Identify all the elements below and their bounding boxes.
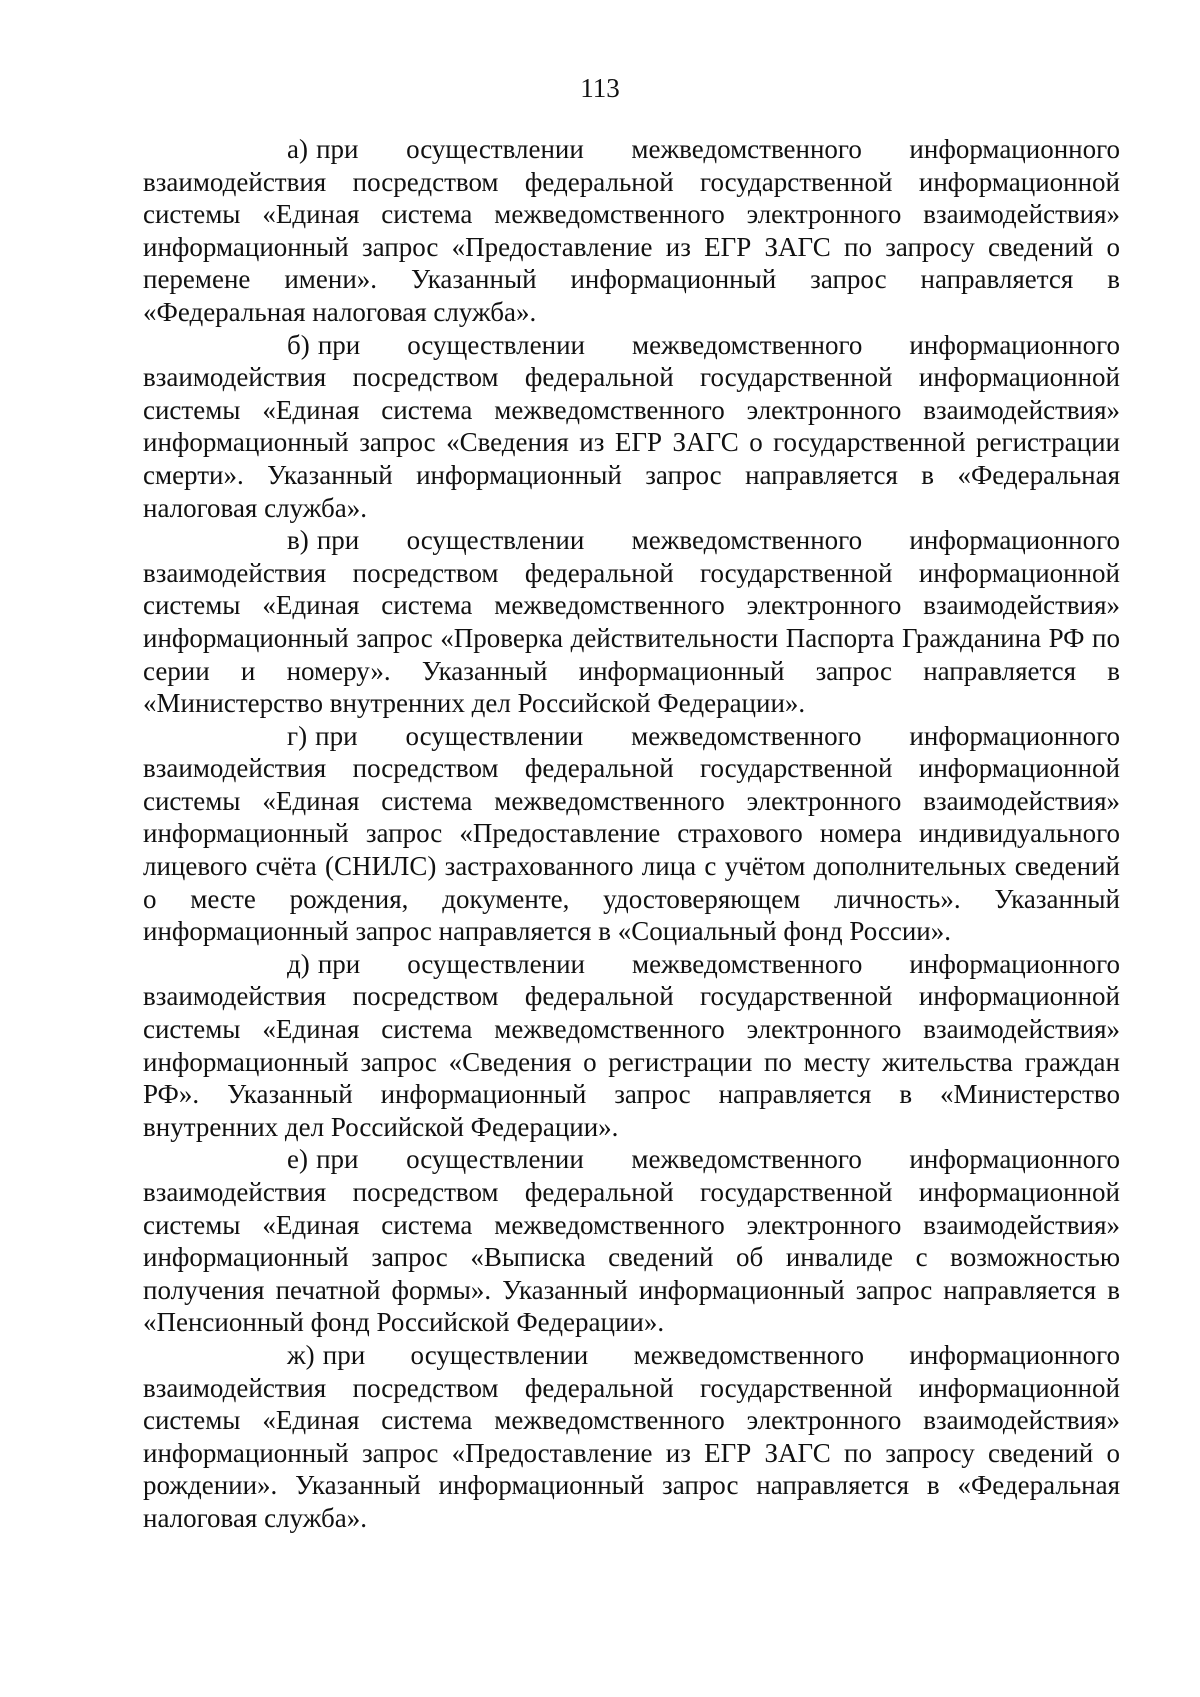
paragraph-label: б) — [287, 329, 310, 360]
paragraph-label: е) — [287, 1144, 308, 1175]
paragraph-d — [143, 948, 1120, 1144]
paragraph-text: при осуществлении межведомственного информационного взаимодействия посредством федеральной государственной информационной системы «Единая система межведомственного электронного взаимодействия» информационный запрос «Предоставление из ЕГР ЗАГС по запросу сведений о рождении». Указанный информационный запрос направляется в «Федеральная налоговая служба». — [143, 1339, 1120, 1533]
paragraph-text: при осуществлении межведомственного информационного взаимодействия посредством федеральной государственной информационной системы «Единая система межведомственного электронного взаимодействия» информационный запрос «Сведения из ЕГР ЗАГС о государственной регистрации смерти». Указанный информационный запрос направляется в «Федеральная налоговая служба». — [143, 329, 1120, 523]
paragraph-label: ж) — [287, 1339, 315, 1370]
paragraph-label: г) — [287, 720, 308, 751]
paragraph-label: д) — [287, 948, 310, 979]
paragraph-text: при осуществлении межведомственного информационного взаимодействия посредством федеральной государственной информационной системы «Единая система межведомственного электронного взаимодействия» информационный запрос «Выписка сведений об инвалиде с возможностью получения печатной формы». Указанный информационный запрос направляется в «Пенсионный фонд Российской Федерации». — [143, 1144, 1120, 1338]
paragraph-label: в) — [287, 525, 309, 556]
paragraph-a — [143, 133, 1120, 329]
paragraph-g — [143, 720, 1120, 948]
paragraph-b — [143, 329, 1120, 525]
document-body — [143, 133, 1120, 1535]
paragraph-label: а) — [287, 134, 308, 164]
paragraph-text: при осуществлении межведомственного информационного взаимодействия посредством федеральной государственной информационной системы «Единая система межведомственного электронного взаимодействия» информационный запрос «Проверка действительности Паспорта Гражданина РФ по серии и номеру». Указанный информационный запрос направляется в «Министерство внутренних дел Российской Федерации». — [143, 525, 1120, 719]
paragraph-text: при осуществлении межведомственного информационного взаимодействия посредством федеральной государственной информационной системы «Единая система межведомственного электронного взаимодействия» информационный запрос «Предоставление из ЕГР ЗАГС по запросу сведений о перемене имени». Указанный информационный запрос направляется в «Федеральная налоговая служба». — [143, 134, 1120, 327]
paragraph-zh — [143, 1339, 1120, 1535]
paragraph-text: при осуществлении межведомственного информационного взаимодействия посредством федеральной государственной информационной системы «Единая система межведомственного электронного взаимодействия» информационный запрос «Сведения о регистрации по месту жительства граждан РФ». Указанный информационный запрос направляется в «Министерство внутренних дел Российской Федерации». — [143, 948, 1120, 1142]
page-number: 113 — [580, 73, 620, 103]
paragraph-e — [143, 1143, 1120, 1339]
paragraph-v — [143, 524, 1120, 720]
paragraph-text: при осуществлении межведомственного информационного взаимодействия посредством федеральной государственной информационной системы «Единая система межведомственного электронного взаимодействия» информационный запрос «Предоставление страхового номера индивидуального лицевого счёта (СНИЛС) застрахованного лица с учётом дополнительных сведений о месте рождения, документе, удостоверяющем личность». Указанный информационный запрос направляется в «Социальный фонд России». — [143, 720, 1120, 947]
